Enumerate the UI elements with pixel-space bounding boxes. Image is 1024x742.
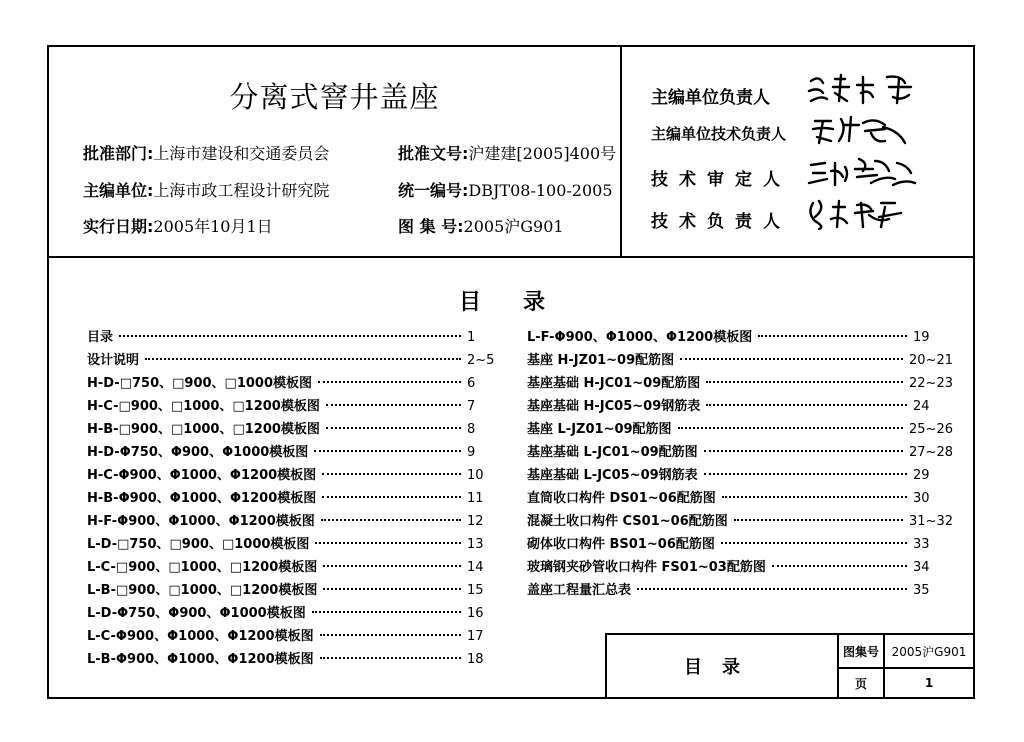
toc-leader-dots (323, 588, 461, 590)
toc-leader-dots (704, 473, 907, 475)
toc-entry-page: 33 (913, 537, 930, 552)
signature-role-reviewer: 技术审定人 (651, 170, 791, 190)
toc-entry (527, 349, 953, 369)
toc-entry-page: 11 (467, 491, 484, 506)
signature-role-tech-lead: 主编单位技术负责人 (651, 125, 787, 143)
page-number: 1 (924, 676, 934, 690)
toc-entry-title: L-C-□900、□1000、□1200模板图 (87, 560, 318, 575)
toc-leader-dots (326, 427, 461, 429)
toc-entry-page: 17 (467, 629, 484, 644)
toc-entry (87, 602, 507, 622)
toc-entry-title: 直筒收口构件 DS01~06配筋图 (527, 491, 716, 506)
unified-no: 统一编号:DBJT08-100-2005 (398, 181, 613, 200)
toc-entry-page: 7 (467, 399, 476, 414)
toc-leader-dots (315, 542, 461, 544)
toc-entry (87, 372, 507, 392)
toc-leader-dots (637, 588, 907, 590)
toc-entry-title: H-B-□900、□1000、□1200模板图 (87, 422, 320, 437)
toc-entry (527, 556, 953, 576)
toc-entry-title: H-F-Φ900、Φ1000、Φ1200模板图 (87, 514, 315, 529)
toc-entry-title: 基座基础 L-JC01~09配筋图 (527, 445, 698, 460)
toc-leader-dots (706, 381, 903, 383)
toc-entry-page: 20~21 (909, 353, 953, 368)
toc-entry (527, 533, 953, 553)
toc-leader-dots (322, 496, 461, 498)
toc-entry-title: 盖座工程量汇总表 (527, 583, 632, 598)
signature-role-chief-editor: 主编单位负责人 (651, 88, 770, 108)
toc-entry-title: 混凝土收口构件 CS01~06配筋图 (527, 514, 728, 529)
handwritten-signature (805, 155, 925, 189)
toc-entry-page: 24 (913, 399, 930, 414)
toc-entry (87, 487, 507, 507)
toc-entry-page: 18 (467, 652, 484, 667)
toc-entry-title: H-D-Φ750、Φ900、Φ1000模板图 (87, 445, 309, 460)
toc-entry-page: 1 (467, 330, 476, 345)
toc-entry-title: 基座 L-JZ01~09配筋图 (527, 422, 672, 437)
toc-leader-dots (320, 634, 461, 636)
toc-entry (87, 579, 507, 599)
toc-entry-title: 基座 H-JZ01~09配筋图 (527, 353, 675, 368)
toc-entry (527, 464, 953, 484)
toc-entry-page: 34 (913, 560, 930, 575)
toc-leader-dots (314, 450, 461, 452)
toc-entry (87, 418, 507, 438)
toc-entry (87, 556, 507, 576)
toc-entry (527, 579, 953, 599)
toc-entry-title: H-B-Φ900、Φ1000、Φ1200模板图 (87, 491, 317, 506)
toc-entry-title: 砌体收口构件 BS01~06配筋图 (527, 537, 715, 552)
toc-entry-title: 基座基础 H-JC01~09配筋图 (527, 376, 701, 391)
toc-entry-title: H-D-□750、□900、□1000模板图 (87, 376, 313, 391)
atlas-no: 图 集 号:2005沪G901 (398, 217, 564, 236)
toc-entry (527, 441, 953, 461)
toc-leader-dots (318, 381, 461, 383)
toc-entry-page: 2~5 (467, 353, 495, 368)
toc-entry-title: 玻璃钢夹砂管收口构件 FS01~03配筋图 (527, 560, 766, 575)
toc-entry-page: 14 (467, 560, 484, 575)
toc-entry (87, 441, 507, 461)
toc-entry (87, 326, 507, 346)
toc-entry (527, 487, 953, 507)
drawing-frame (47, 45, 975, 699)
toc-entry-title: L-B-Φ900、Φ1000、Φ1200模板图 (87, 652, 314, 667)
toc-entry (527, 395, 953, 415)
header-bottom-rule (49, 256, 973, 258)
toc-leader-dots (758, 335, 907, 337)
toc-entry-title: L-B-□900、□1000、□1200模板图 (87, 583, 318, 598)
toc-leader-dots (678, 427, 903, 429)
toc-leader-dots (721, 542, 907, 544)
toc-entry-page: 12 (467, 514, 484, 529)
atlas-title: 分离式窨井盖座 (229, 80, 440, 114)
toc-entry-page: 31~32 (909, 514, 953, 529)
atlas-no-label: 图集号 (839, 635, 885, 669)
page-label: 页 (839, 669, 885, 697)
toc-entry-title: L-D-□750、□900、□1000模板图 (87, 537, 310, 552)
atlas-no-value: 2005沪G901 (885, 635, 973, 669)
toc-leader-dots (312, 611, 461, 613)
toc-entry (87, 395, 507, 415)
toc-entry (87, 349, 507, 369)
toc-entry-page: 30 (913, 491, 930, 506)
toc-leader-dots (145, 358, 461, 360)
toc-entry (87, 625, 507, 645)
approval-no: 批准文号:沪建建[2005]400号 (398, 144, 617, 163)
toc-entry (527, 510, 953, 530)
toc-entry (87, 464, 507, 484)
toc-entry-title: 目录 (87, 330, 114, 345)
toc-leader-dots (706, 404, 907, 406)
toc-leader-dots (680, 358, 903, 360)
sheet-name: 目录 (607, 635, 839, 697)
toc-entry-page: 13 (467, 537, 484, 552)
toc-entry-page: 25~26 (909, 422, 953, 437)
editor-unit: 主编单位:上海市政工程设计研究院 (83, 181, 330, 200)
toc-entry-page: 10 (467, 468, 484, 483)
toc-entry-page: 27~28 (909, 445, 953, 460)
handwritten-signature (805, 113, 925, 147)
toc-entry (87, 533, 507, 553)
toc-leader-dots (734, 519, 903, 521)
toc-entry-page: 15 (467, 583, 484, 598)
toc-entry (527, 372, 953, 392)
toc-title: 目录 (459, 290, 588, 315)
toc-entry-page: 19 (913, 330, 930, 345)
toc-entry-title: L-D-Φ750、Φ900、Φ1000模板图 (87, 606, 306, 621)
toc-entry-page: 35 (913, 583, 930, 598)
signature-role-tech-responsible: 技术负责人 (651, 212, 791, 232)
toc-leader-dots (323, 565, 461, 567)
title-block (605, 633, 973, 697)
toc-leader-dots (326, 404, 461, 406)
toc-entry-title: H-C-Φ900、Φ1000、Φ1200模板图 (87, 468, 317, 483)
toc-entry-title: 设计说明 (87, 353, 140, 368)
toc-entry-page: 16 (467, 606, 484, 621)
effective-date: 实行日期:2005年10月1日 (83, 217, 273, 236)
toc-leader-dots (772, 565, 907, 567)
toc-entry-page: 9 (467, 445, 476, 460)
handwritten-signature (805, 197, 925, 231)
toc-entry-page: 22~23 (909, 376, 953, 391)
toc-leader-dots (722, 496, 907, 498)
handwritten-signature (805, 71, 925, 105)
toc-entry-title: H-C-□900、□1000、□1200模板图 (87, 399, 320, 414)
toc-entry (87, 648, 507, 668)
toc-entry-title: L-C-Φ900、Φ1000、Φ1200模板图 (87, 629, 314, 644)
toc-leader-dots (119, 335, 461, 337)
toc-leader-dots (322, 473, 461, 475)
toc-leader-dots (321, 519, 461, 521)
toc-entry-title: 基座基础 L-JC05~09钢筋表 (527, 468, 698, 483)
toc-entry-page: 8 (467, 422, 476, 437)
toc-entry-page: 6 (467, 376, 476, 391)
toc-entry-page: 29 (913, 468, 930, 483)
toc-entry (87, 510, 507, 530)
toc-entry-title: 基座基础 H-JC05~09钢筋表 (527, 399, 701, 414)
approval-dept: 批准部门:上海市建设和交通委员会 (83, 144, 330, 163)
toc-entry-title: L-F-Φ900、Φ1000、Φ1200模板图 (527, 330, 753, 345)
toc-entry (527, 326, 953, 346)
toc-leader-dots (320, 657, 461, 659)
header-divider (620, 47, 622, 256)
toc-entry (527, 418, 953, 438)
toc-leader-dots (704, 450, 903, 452)
